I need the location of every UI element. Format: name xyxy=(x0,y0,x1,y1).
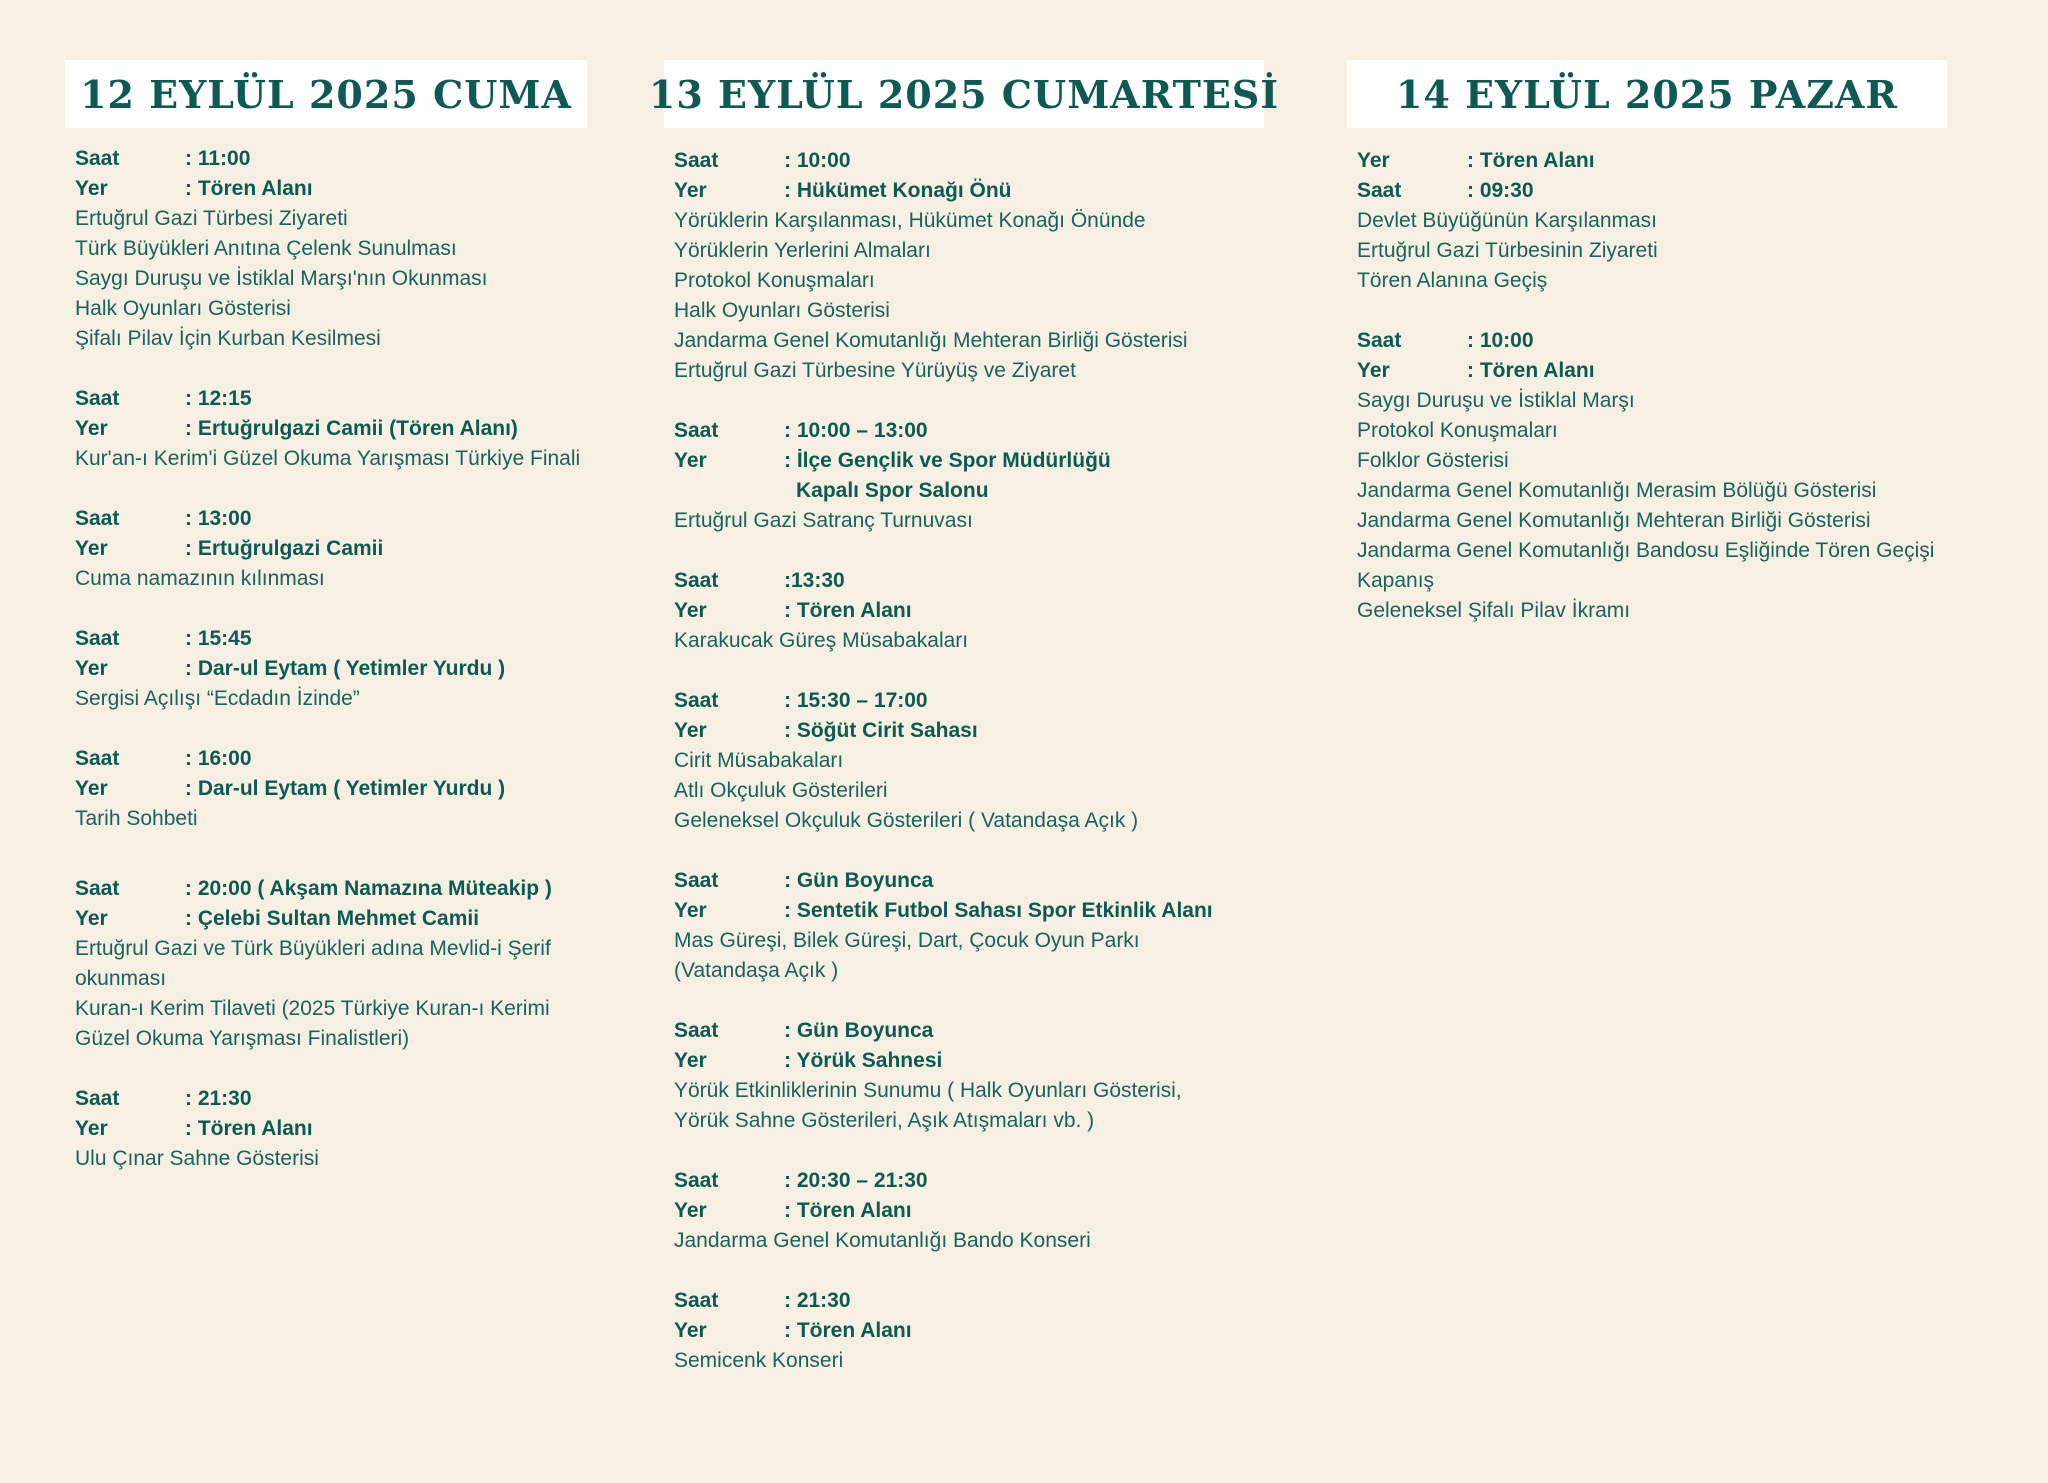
time-row xyxy=(75,874,587,904)
event-block xyxy=(674,566,1264,656)
event-list xyxy=(1347,128,1947,626)
place-label: Yer xyxy=(674,449,707,472)
event-block xyxy=(75,384,587,474)
time-value: : Gün Boyunca xyxy=(784,1019,934,1042)
event-block xyxy=(674,146,1264,386)
time-row xyxy=(674,866,1264,896)
place-row xyxy=(75,654,587,684)
activity-item: Ertuğrul Gazi Satranç Turnuvası xyxy=(674,509,973,532)
place-label: Yer xyxy=(75,1117,108,1140)
time-row xyxy=(75,624,587,654)
place-row xyxy=(674,716,1264,746)
time-row xyxy=(674,686,1264,716)
time-row xyxy=(75,744,587,774)
time-label: Saat xyxy=(75,627,120,650)
event-list xyxy=(65,128,587,1174)
time-row xyxy=(674,416,1264,446)
time-label: Saat xyxy=(674,569,719,592)
activity-item: Ertuğrul Gazi Türbesi Ziyareti xyxy=(75,207,348,230)
activity-item: Yörük Etkinliklerinin Sunumu ( Halk Oyunları Gösterisi, xyxy=(674,1079,1182,1102)
time-value: : 12:15 xyxy=(185,387,252,410)
place-label: Yer xyxy=(75,657,108,680)
place-row xyxy=(75,534,587,564)
activity-item: Halk Oyunları Gösterisi xyxy=(674,299,890,322)
time-value: : 10:00 xyxy=(784,149,851,172)
day-column-friday xyxy=(65,60,587,1204)
activity-item: Kuran-ı Kerim Tilaveti (2025 Türkiye Kuran-ı Kerimi Güzel Okuma Yarışması Finalistleri) xyxy=(75,997,550,1050)
time-row xyxy=(674,146,1264,176)
time-label: Saat xyxy=(674,419,719,442)
place-row xyxy=(674,446,1264,476)
activity-item: Tören Alanına Geçiş xyxy=(1357,269,1548,292)
place-row xyxy=(75,904,587,934)
day-column-saturday xyxy=(648,60,1280,1406)
event-block xyxy=(75,144,587,354)
activity-item: Kur'an-ı Kerim'i Güzel Okuma Yarışması Türkiye Finali xyxy=(75,447,581,470)
place-value: : Yörük Sahnesi xyxy=(784,1049,943,1072)
time-value: : 20:30 – 21:30 xyxy=(784,1169,928,1192)
place-row xyxy=(75,774,587,804)
place-value: : Tören Alanı xyxy=(784,1319,912,1342)
event-block xyxy=(674,1286,1264,1376)
activity-item: Jandarma Genel Komutanlığı Mehteran Birliği Gösterisi xyxy=(674,329,1188,352)
place-label: Yer xyxy=(674,899,707,922)
activity-item: Cuma namazının kılınması xyxy=(75,567,325,590)
time-label: Saat xyxy=(674,1019,719,1042)
place-value: : Ertuğrulgazi Camii (Tören Alanı) xyxy=(185,417,518,440)
activity-item: Cirit Müsabakaları xyxy=(674,749,844,772)
time-label: Saat xyxy=(75,877,120,900)
day-column-sunday xyxy=(1347,60,1947,656)
time-value: : 10:00 – 13:00 xyxy=(784,419,928,442)
time-value: : 11:00 xyxy=(185,147,251,170)
activity-item: Karakucak Güreş Müsabakaları xyxy=(674,629,969,652)
activity-item: Yörüklerin Yerlerini Almaları xyxy=(674,239,931,262)
time-label: Saat xyxy=(674,1289,719,1312)
time-value: : 09:30 xyxy=(1467,179,1534,202)
time-label: Saat xyxy=(1357,329,1402,352)
time-row xyxy=(75,1084,587,1114)
place-label: Yer xyxy=(75,177,108,200)
event-block xyxy=(674,416,1264,536)
time-label: Saat xyxy=(75,747,120,770)
place-row xyxy=(75,174,587,204)
place-value: : Söğüt Cirit Sahası xyxy=(784,719,978,742)
time-value: : 10:00 xyxy=(1467,329,1534,352)
activity-item: Jandarma Genel Komutanlığı Bandosu Eşliğinde Tören Geçişi xyxy=(1357,539,1935,562)
place-row xyxy=(674,896,1264,926)
place-label: Yer xyxy=(75,537,108,560)
day-title: 12 EYLÜL 2025 CUMA xyxy=(65,60,587,128)
place-label: Yer xyxy=(674,719,707,742)
place-label: Yer xyxy=(674,1319,707,1342)
place-label: Yer xyxy=(674,1049,707,1072)
time-value: : 15:45 xyxy=(185,627,252,650)
activity-item: Türk Büyükleri Anıtına Çelenk Sunulması xyxy=(75,237,457,260)
place-value: : Ertuğrulgazi Camii xyxy=(185,537,384,560)
day-title: 13 EYLÜL 2025 CUMARTESİ xyxy=(664,60,1264,128)
activity-item: Geleneksel Şifalı Pilav İkramı xyxy=(1357,599,1631,622)
time-row xyxy=(674,566,1264,596)
event-block xyxy=(75,744,587,834)
place-row xyxy=(674,1046,1264,1076)
time-label: Saat xyxy=(1357,179,1402,202)
time-row xyxy=(75,504,587,534)
event-block xyxy=(674,1016,1264,1136)
activity-item: Mas Güreşi, Bilek Güreşi, Dart, Çocuk Oyun Parkı xyxy=(674,929,1140,952)
event-block xyxy=(75,1084,587,1174)
place-value: : Tören Alanı xyxy=(185,1117,313,1140)
place-row xyxy=(674,1196,1264,1226)
event-block xyxy=(1357,146,1947,296)
activity-item: Halk Oyunları Gösterisi xyxy=(75,297,291,320)
time-value: : 15:30 – 17:00 xyxy=(784,689,928,712)
day-title: 14 EYLÜL 2025 PAZAR xyxy=(1347,60,1947,128)
place-value: : Tören Alanı xyxy=(185,177,313,200)
place-label: Yer xyxy=(75,777,108,800)
time-row xyxy=(674,1016,1264,1046)
activity-item: Yörük Sahne Gösterileri, Aşık Atışmaları vb. ) xyxy=(674,1109,1095,1132)
time-label: Saat xyxy=(674,1169,719,1192)
place-row xyxy=(674,1316,1264,1346)
time-row xyxy=(1357,176,1947,206)
time-value: : Gün Boyunca xyxy=(784,869,934,892)
activity-item: Protokol Konuşmaları xyxy=(674,269,875,292)
time-label: Saat xyxy=(75,387,120,410)
time-row xyxy=(75,384,587,414)
time-label: Saat xyxy=(674,869,719,892)
activity-item: Geleneksel Okçuluk Gösterileri ( Vatandaşa Açık ) xyxy=(674,809,1139,832)
place-value: : Sentetik Futbol Sahası Spor Etkinlik Alanı xyxy=(784,899,1213,922)
activity-item: Atlı Okçuluk Gösterileri xyxy=(674,779,888,802)
event-block xyxy=(75,504,587,594)
activity-item: Semicenk Konseri xyxy=(674,1349,844,1372)
activity-item: Ertuğrul Gazi Türbesine Yürüyüş ve Ziyaret xyxy=(674,359,1076,382)
place-value: : Tören Alanı xyxy=(784,599,912,622)
time-value: : 20:00 ( Akşam Namazına Müteakip ) xyxy=(185,877,552,900)
place-row xyxy=(674,596,1264,626)
activity-item: Tarih Sohbeti xyxy=(75,807,198,830)
time-label: Saat xyxy=(674,149,719,172)
activity-item: Ulu Çınar Sahne Gösterisi xyxy=(75,1147,319,1170)
activity-item: Folklor Gösterisi xyxy=(1357,449,1509,472)
activity-item: Saygı Duruşu ve İstiklal Marşı'nın Okunması xyxy=(75,267,488,290)
activity-item: Devlet Büyüğünün Karşılanması xyxy=(1357,209,1657,232)
activity-item: Şifalı Pilav İçin Kurban Kesilmesi xyxy=(75,327,381,350)
time-row xyxy=(75,144,587,174)
event-list xyxy=(664,128,1264,1376)
place-value: : Tören Alanı xyxy=(784,1199,912,1222)
event-block xyxy=(674,686,1264,836)
place-label: Yer xyxy=(75,417,108,440)
place-row xyxy=(75,414,587,444)
place-value: : Çelebi Sultan Mehmet Camii xyxy=(185,907,480,930)
place-label: Yer xyxy=(674,179,707,202)
activity-item: (Vatandaşa Açık ) xyxy=(674,959,839,982)
activity-item: Ertuğrul Gazi ve Türk Büyükleri adına Mevlid-i Şerif okunması xyxy=(75,937,551,990)
event-block xyxy=(674,1166,1264,1256)
place-row xyxy=(674,176,1264,206)
place-label: Yer xyxy=(1357,359,1390,382)
activity-item: Jandarma Genel Komutanlığı Mehteran Birliği Gösterisi xyxy=(1357,509,1871,532)
event-block xyxy=(75,624,587,714)
time-row xyxy=(674,1286,1264,1316)
time-row xyxy=(674,1166,1264,1196)
time-value: :13:30 xyxy=(784,569,845,592)
place-row xyxy=(1357,146,1947,176)
time-label: Saat xyxy=(75,147,120,170)
activity-item: Jandarma Genel Komutanlığı Merasim Bölüğü Gösterisi xyxy=(1357,479,1877,502)
place-label: Yer xyxy=(674,599,707,622)
place-value: : İlçe Gençlik ve Spor Müdürlüğü xyxy=(784,449,1111,472)
place-value: : Tören Alanı xyxy=(1467,359,1595,382)
event-block xyxy=(75,874,587,1054)
place-value: : Tören Alanı xyxy=(1467,149,1595,172)
time-value: : 13:00 xyxy=(185,507,252,530)
place-value-continued: Kapalı Spor Salonu xyxy=(796,479,989,502)
time-row xyxy=(1357,326,1947,356)
time-value: : 16:00 xyxy=(185,747,252,770)
place-label: Yer xyxy=(674,1199,707,1222)
place-value: : Dar-ul Eytam ( Yetimler Yurdu ) xyxy=(185,657,506,680)
time-label: Saat xyxy=(674,689,719,712)
activity-item: Yörüklerin Karşılanması, Hükümet Konağı Önünde xyxy=(674,209,1146,232)
place-value: : Dar-ul Eytam ( Yetimler Yurdu ) xyxy=(185,777,506,800)
event-block xyxy=(674,866,1264,986)
place-row xyxy=(75,1114,587,1144)
place-value: : Hükümet Konağı Önü xyxy=(784,179,1012,202)
activity-item: Kapanış xyxy=(1357,569,1435,592)
time-value: : 21:30 xyxy=(784,1289,851,1312)
activity-item: Ertuğrul Gazi Türbesinin Ziyareti xyxy=(1357,239,1658,262)
activity-item: Jandarma Genel Komutanlığı Bando Konseri xyxy=(674,1229,1091,1252)
place-label: Yer xyxy=(75,907,108,930)
place-row xyxy=(1357,356,1947,386)
time-value: : 21:30 xyxy=(185,1087,252,1110)
time-label: Saat xyxy=(75,507,120,530)
activity-item: Sergisi Açılışı “Ecdadın İzinde” xyxy=(75,687,360,710)
time-label: Saat xyxy=(75,1087,120,1110)
event-block xyxy=(1357,326,1947,626)
place-label: Yer xyxy=(1357,149,1390,172)
activity-item: Protokol Konuşmaları xyxy=(1357,419,1558,442)
activity-item: Saygı Duruşu ve İstiklal Marşı xyxy=(1357,389,1635,412)
